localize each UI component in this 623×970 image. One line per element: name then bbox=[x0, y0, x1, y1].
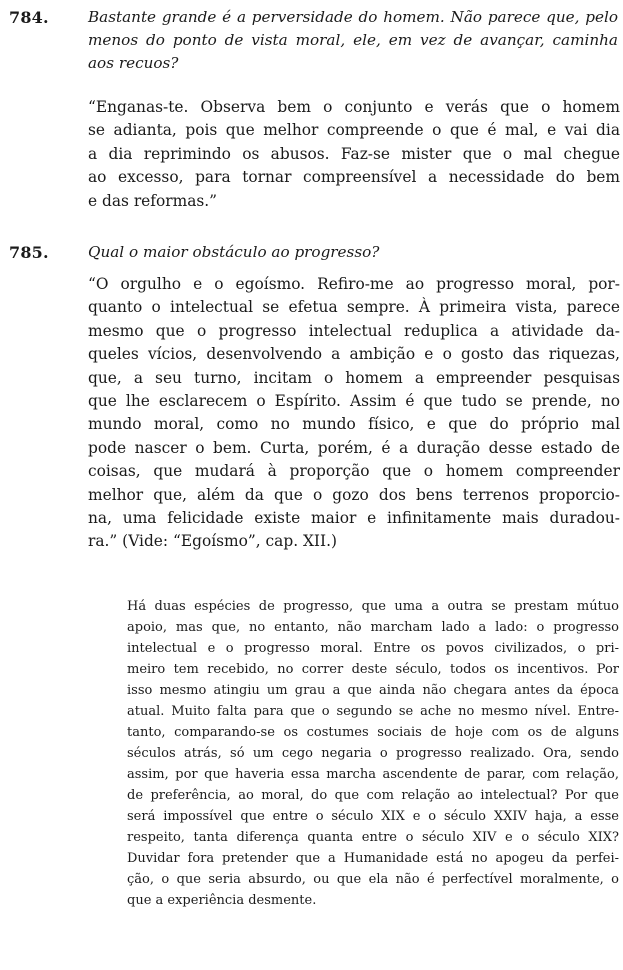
question-line: Qual o maior obstáculo ao progresso? bbox=[88, 243, 380, 261]
commentary-line: Há duas espécies de progresso, que uma a outra se prestam mútuo bbox=[127, 599, 619, 614]
commentary-line: atual. Muito falta para que o segundo se ache no mesmo nível. Entre- bbox=[127, 704, 619, 719]
commentary-line: séculos atrás, só um cego negaria o progresso realizado. Ora, sendo bbox=[127, 746, 619, 761]
answer-line: a dia reprimindo os abusos. Faz-se mister que o mal chegue bbox=[88, 144, 620, 163]
commentary-line: tanto, comparando-se os costumes sociais de hoje com os de alguns bbox=[127, 725, 619, 740]
answer-line: melhor que, além da que o gozo dos bens terrenos proporcio- bbox=[88, 485, 620, 504]
commentary-line: intelectual e o progresso moral. Entre os povos civilizados, o pri- bbox=[127, 641, 619, 656]
commentary-line: que a experiência desmente. bbox=[127, 893, 317, 908]
question-line: aos recuos? bbox=[88, 54, 179, 72]
commentary-line: meiro tem recebido, no correr deste século, todos os incentivos. Por bbox=[127, 662, 619, 677]
question-number-784: 784. bbox=[9, 8, 49, 27]
commentary-line: apoio, mas que, no entanto, não marcham lado a lado: o progresso bbox=[127, 620, 619, 635]
answer-line: mundo moral, como no mundo físico, e que do próprio mal bbox=[88, 415, 620, 434]
commentary-line: ção, o que seria absurdo, ou que ela não é perfectível moralmente, o bbox=[127, 872, 619, 887]
answer-line: ao excesso, para tornar compreensível a necessidade do bem bbox=[88, 168, 620, 187]
question-785-text bbox=[88, 241, 618, 264]
answer-line: “Enganas-te. Observa bem o conjunto e verás que o homem bbox=[88, 98, 620, 116]
commentary-line: respeito, tanta diferença quanta entre o século XIV e o século XIX? bbox=[127, 830, 619, 845]
commentary-line: será impossível que entre o século XIX e o século XXIV haja, a esse bbox=[127, 809, 619, 824]
answer-line: mesmo que o progresso intelectual reduplica a atividade da- bbox=[88, 321, 620, 340]
answer-784-text bbox=[88, 96, 620, 213]
commentary-line: isso mesmo atingiu um grau a que ainda não chegara antes da época bbox=[127, 683, 619, 698]
question-number-785: 785. bbox=[9, 243, 49, 262]
answer-line: na, uma felicidade existe maior e infinitamente mais duradou- bbox=[88, 509, 620, 528]
question-line: Bastante grande é a perversidade do homem. Não parece que, pelo bbox=[88, 8, 618, 26]
answer-line: ra.” (Vide: “Egoísmo”, cap. XII.) bbox=[88, 532, 337, 551]
answer-line: quanto o intelectual se efetua sempre. À primeira vista, parece bbox=[88, 298, 620, 317]
answer-line: e das reformas.” bbox=[88, 191, 218, 210]
answer-line: coisas, que mudará à proporção que o homem compreender bbox=[88, 462, 620, 481]
answer-line: que lhe esclarecem o Espírito. Assim é que tudo se prende, no bbox=[88, 392, 620, 411]
answer-line: se adianta, pois que melhor compreende o que é mal, e vai dia bbox=[88, 121, 620, 140]
answer-785-text bbox=[88, 273, 620, 554]
answer-line: que, a seu turno, incitam o homem a empreender pesquisas bbox=[88, 368, 620, 387]
answer-line: “O orgulho e o egoísmo. Refiro-me ao progresso moral, por- bbox=[88, 275, 620, 293]
answer-line: pode nascer o bem. Curta, porém, é a duração desse estado de bbox=[88, 438, 620, 457]
answer-line: queles vícios, desenvolvendo a ambição e o gosto das riquezas, bbox=[88, 345, 620, 364]
commentary-line: Duvidar fora pretender que a Humanidade está no apogeu da perfei- bbox=[127, 851, 619, 866]
commentary-785-text bbox=[127, 596, 619, 911]
question-784-text bbox=[88, 6, 618, 75]
question-line: menos do ponto de vista moral, ele, em vez de avançar, caminha bbox=[88, 31, 618, 49]
commentary-line: de preferência, ao moral, do que com relação ao intelectual? Por que bbox=[127, 788, 619, 803]
commentary-line: assim, por que haveria essa marcha ascendente de parar, com relação, bbox=[127, 767, 619, 782]
